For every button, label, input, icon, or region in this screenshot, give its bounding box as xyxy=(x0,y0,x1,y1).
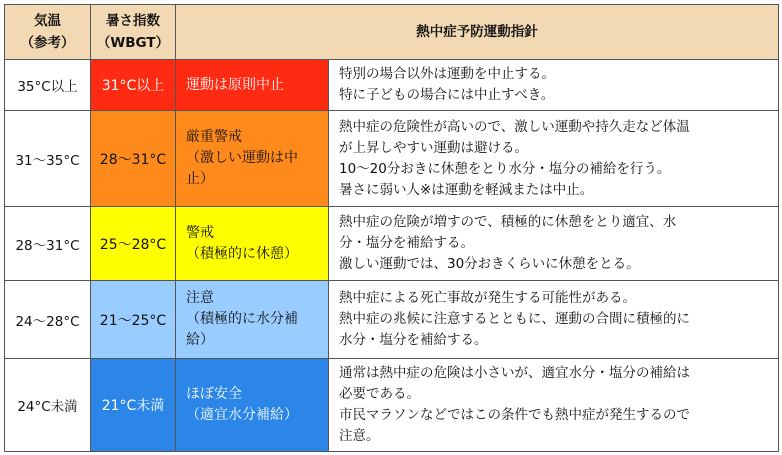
description-line: 分・塩分を補給する。 xyxy=(339,235,474,251)
table-row xyxy=(5,359,779,452)
level-cell xyxy=(176,281,329,359)
header-wbgt-line1: 暑さ指数 xyxy=(106,13,160,29)
header-temperature-line2: （参考） xyxy=(20,35,75,51)
level-line: （激しい運動は中 xyxy=(186,150,298,166)
description-cell xyxy=(329,60,779,111)
wbgt-cell: 31°C以上 xyxy=(91,60,176,111)
description-line: が上昇しやすい運動は避ける。 xyxy=(339,139,528,156)
level-line: 運動は原則中止 xyxy=(186,76,284,93)
table-row xyxy=(5,60,779,111)
level-line: （積極的に休憩） xyxy=(186,245,298,262)
level-line: 厳重警戒 xyxy=(186,129,242,145)
wbgt-cell: 21°C未満 xyxy=(91,359,176,452)
wbgt-cell: 21～25°C xyxy=(91,281,176,359)
temperature-cell: 35°C以上 xyxy=(5,60,91,111)
temperature-cell: 24～28°C xyxy=(5,281,91,359)
wbgt-cell: 28～31°C xyxy=(91,111,176,207)
description-line: 激しい運動では、30分おきくらいに休憩をとる。 xyxy=(339,256,640,272)
temperature-cell: 31～35°C xyxy=(5,111,91,207)
description-line: 熱中症による死亡事故が発生する可能性がある。 xyxy=(339,290,636,306)
description-line: 注意。 xyxy=(339,428,380,444)
level-cell xyxy=(176,60,329,111)
temperature-cell: 28～31°C xyxy=(5,207,91,281)
level-line: 警戒 xyxy=(186,224,214,241)
table-row xyxy=(5,207,779,281)
level-line: （適宜水分補給） xyxy=(186,407,298,423)
level-line: 注意 xyxy=(186,290,214,306)
level-cell xyxy=(176,359,329,452)
description-cell xyxy=(329,111,779,207)
description-line: 10～20分おきに休憩をとり水分・塩分の補給を行う。 xyxy=(339,160,671,177)
description-line: 熱中症の危険性が高いので、激しい運動や持久走など体温 xyxy=(339,118,690,135)
description-line: 熱中症の危険が増すので、積極的に休憩をとり適宜、水 xyxy=(339,214,677,230)
header-temperature-line1: 気温 xyxy=(34,13,61,29)
level-line: （積極的に水分補 xyxy=(186,311,298,327)
description-line: 特に子どもの場合には中止すべき。 xyxy=(339,87,555,103)
description-line: 必要である。 xyxy=(339,386,420,402)
level-line: 止） xyxy=(186,171,214,187)
description-line: 熱中症の兆候に注意するとともに、運動の合間に積極的に xyxy=(339,311,690,327)
heat-index-guideline-table xyxy=(4,4,779,452)
level-cell xyxy=(176,207,329,281)
wbgt-cell: 25～28°C xyxy=(91,207,176,281)
description-cell xyxy=(329,207,779,281)
table-row xyxy=(5,281,779,359)
description-line: 通常は熱中症の危険は小さいが、適宜水分・塩分の補給は xyxy=(339,365,690,381)
description-line: 暑さに弱い人※は運動を軽減または中止。 xyxy=(339,181,594,198)
level-line: 給） xyxy=(186,332,214,348)
description-cell xyxy=(329,359,779,452)
header-temperature xyxy=(5,5,91,60)
header-row xyxy=(5,5,779,60)
description-cell xyxy=(329,281,779,359)
level-cell xyxy=(176,111,329,207)
table-row xyxy=(5,111,779,207)
description-line: 特別の場合以外は運動を中止する。 xyxy=(339,66,555,82)
header-wbgt-line2: （WBGT） xyxy=(96,35,170,51)
header-wbgt xyxy=(91,5,176,60)
description-line: 水分・塩分を補給する。 xyxy=(339,332,488,348)
header-guideline: 熱中症予防運動指針 xyxy=(176,5,779,60)
level-line: ほぼ安全 xyxy=(186,386,242,402)
description-line: 市民マラソンなどではこの条件でも熱中症が発生するので xyxy=(339,407,690,423)
temperature-cell: 24°C未満 xyxy=(5,359,91,452)
